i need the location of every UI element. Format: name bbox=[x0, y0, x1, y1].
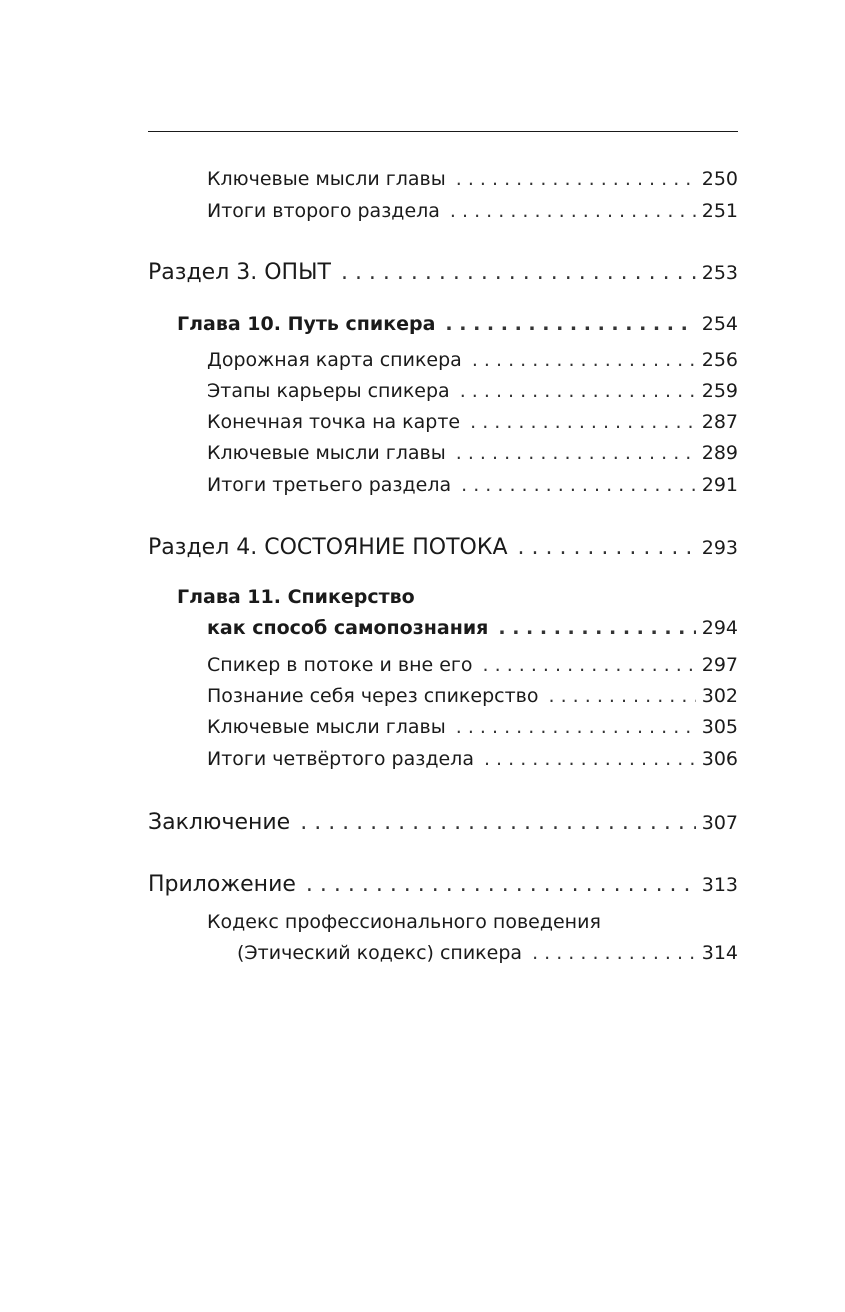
toc-entry-title-line1: Кодекс профессионального поведения bbox=[207, 911, 601, 933]
dot-leader bbox=[450, 200, 696, 222]
dot-leader bbox=[456, 716, 696, 738]
dot-leader bbox=[456, 168, 696, 190]
dot-leader bbox=[472, 349, 696, 371]
toc-section-entry[interactable] bbox=[148, 810, 738, 835]
header-rule bbox=[148, 131, 738, 132]
toc-entry-label: (Этический кодекс) спикера bbox=[237, 942, 523, 964]
toc-entry-page: 297 bbox=[701, 654, 738, 676]
toc-entry[interactable] bbox=[207, 200, 738, 222]
toc-section-page: 293 bbox=[701, 537, 738, 559]
toc-section-label: Заключение bbox=[148, 810, 291, 835]
dot-leader bbox=[498, 617, 695, 639]
toc-entry-label: Этапы карьеры спикера bbox=[207, 380, 450, 402]
toc-entry[interactable] bbox=[207, 685, 738, 707]
toc-section-page: 307 bbox=[701, 812, 738, 834]
toc-chapter-label: Глава 10. Путь спикера bbox=[177, 313, 436, 335]
dot-leader bbox=[341, 260, 696, 285]
toc-section-page: 313 bbox=[701, 874, 738, 896]
toc-entry-page: 289 bbox=[701, 442, 738, 464]
toc-entry-label: Итоги третьего раздела bbox=[207, 474, 452, 496]
toc-section-label: Раздел 3. ОПЫТ bbox=[148, 260, 331, 285]
toc-entry-page: 251 bbox=[701, 200, 738, 222]
toc-chapter-page: 294 bbox=[701, 617, 738, 639]
toc-entry[interactable] bbox=[207, 411, 738, 433]
toc-section-label: Раздел 4. СОСТОЯНИЕ ПОТОКА bbox=[148, 535, 508, 560]
toc-entry-page: 314 bbox=[701, 942, 738, 964]
dot-leader bbox=[470, 411, 696, 433]
toc-entry-label: Познание себя через спикерство bbox=[207, 685, 539, 707]
dot-leader bbox=[300, 810, 696, 835]
toc-chapter-title-line1: Глава 11. Спикерство bbox=[177, 586, 415, 608]
toc-entry-page: 306 bbox=[701, 748, 738, 770]
toc-entry[interactable] bbox=[207, 474, 738, 496]
toc-entry[interactable] bbox=[207, 748, 738, 770]
dot-leader bbox=[306, 872, 696, 897]
toc-entry[interactable] bbox=[207, 654, 738, 676]
toc-entry-page: 259 bbox=[701, 380, 738, 402]
toc-entry-label: Конечная точка на карте bbox=[207, 411, 461, 433]
toc-entry[interactable] bbox=[207, 716, 738, 738]
dot-leader bbox=[460, 380, 696, 402]
toc-entry[interactable] bbox=[207, 442, 738, 464]
toc-entry-page: 305 bbox=[701, 716, 738, 738]
toc-entry-label: Ключевые мысли главы bbox=[207, 442, 446, 464]
toc-entry-page: 302 bbox=[701, 685, 738, 707]
toc-entry[interactable] bbox=[207, 168, 738, 190]
dot-leader bbox=[518, 535, 696, 560]
toc-chapter-page: 254 bbox=[701, 313, 738, 335]
toc-section-entry[interactable] bbox=[148, 260, 738, 285]
dot-leader bbox=[484, 748, 696, 770]
toc-section-label: Приложение bbox=[148, 872, 296, 897]
toc-entry-label: Ключевые мысли главы bbox=[207, 716, 446, 738]
toc-section-entry[interactable] bbox=[148, 535, 738, 560]
toc-chapter-entry[interactable] bbox=[177, 313, 738, 335]
toc-chapter-entry[interactable] bbox=[207, 617, 738, 639]
toc-section-page: 253 bbox=[701, 262, 738, 284]
dot-leader bbox=[532, 942, 696, 964]
toc-entry[interactable] bbox=[207, 380, 738, 402]
dot-leader bbox=[549, 685, 696, 707]
toc-entry-page: 287 bbox=[701, 411, 738, 433]
dot-leader bbox=[445, 313, 695, 335]
toc-entry-page: 250 bbox=[701, 168, 738, 190]
toc-chapter-label: как способ самопознания bbox=[207, 617, 489, 639]
toc-section-entry[interactable] bbox=[148, 872, 738, 897]
toc-entry-label: Дорожная карта спикера bbox=[207, 349, 462, 371]
toc-entry[interactable] bbox=[207, 349, 738, 371]
toc-entry-label: Итоги четвёртого раздела bbox=[207, 748, 474, 770]
toc-entry-label: Итоги второго раздела bbox=[207, 200, 440, 222]
toc-entry-page: 256 bbox=[701, 349, 738, 371]
toc-entry-label: Ключевые мысли главы bbox=[207, 168, 446, 190]
dot-leader bbox=[483, 654, 696, 676]
toc-entry[interactable] bbox=[237, 942, 738, 964]
dot-leader bbox=[456, 442, 696, 464]
toc-entry-page: 291 bbox=[701, 474, 738, 496]
toc-entry-label: Спикер в потоке и вне его bbox=[207, 654, 473, 676]
dot-leader bbox=[461, 474, 696, 496]
